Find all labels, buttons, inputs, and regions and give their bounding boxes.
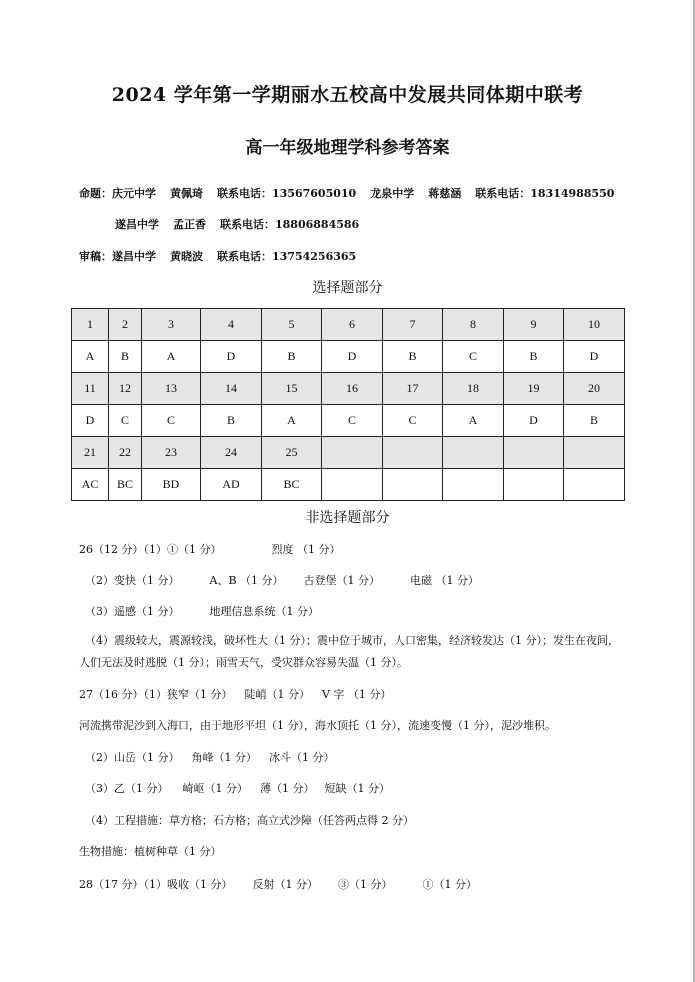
question-number-cell: 5	[262, 309, 322, 341]
question-number-cell: 25	[262, 437, 322, 469]
answer-cell: C	[322, 405, 383, 437]
credit-author3-school: 遂昌中学	[115, 218, 159, 231]
answer-cell: C	[142, 405, 201, 437]
answer-cell: D	[72, 405, 109, 437]
question-number-cell: 22	[109, 437, 142, 469]
credit-author-school: 命题：庆元中学	[79, 187, 156, 200]
q28-line-1	[79, 876, 477, 892]
answer-cell	[322, 469, 383, 501]
answer-cell: D	[564, 341, 625, 373]
question-number-cell: 17	[383, 373, 443, 405]
answer-cell: A	[262, 405, 322, 437]
q26-line-2	[85, 572, 479, 588]
nonchoice-section-heading: 非选择题部分	[305, 510, 390, 526]
question-number-cell: 12	[109, 373, 142, 405]
question-number-cell: 19	[504, 373, 564, 405]
question-number-cell: 7	[383, 309, 443, 341]
answer-cell: A	[443, 405, 504, 437]
question-number-cell	[504, 437, 564, 469]
question-number-cell: 13	[142, 373, 201, 405]
answer-cell: B	[201, 405, 262, 437]
answer-cell: D	[201, 341, 262, 373]
q27-p3-c: 薄（1 分）	[260, 782, 315, 795]
answer-row	[72, 469, 625, 501]
credit-author2-school: 龙泉中学	[370, 187, 415, 200]
question-number-cell: 2	[109, 309, 142, 341]
q26-line-4: （4）震级较大，震源较浅，破坏性大（1 分）；震中位于城市，人口密集，经济较发达（1 分）；发生在夜间，人们无法及时逃脱（1 分）；雨雪天气，受灾群众容易失温（1 分）。	[79, 634, 619, 669]
credit-author-name: 黄佩琦	[170, 187, 203, 200]
question-number-row	[72, 373, 625, 405]
credit-author-phone: 联系电话：13567605010	[217, 187, 357, 200]
q28-p1-c: ③（1 分）	[337, 878, 393, 891]
q26-p2-b: A、B （1 分）	[209, 574, 284, 587]
question-number-row	[72, 309, 625, 341]
q26-p3-a: （3）遥感（1 分）	[85, 605, 180, 618]
credit-reviewer-school: 审稿：遂昌中学	[79, 250, 156, 263]
q27-line-4: （4）工程措施：草方格；石方格；高立式沙障（任答两点得 2 分）	[85, 814, 414, 827]
q26-p2-c: 古登堡（1 分）	[303, 574, 381, 587]
question-number-cell: 10	[564, 309, 625, 341]
q26-p2-d: 电磁 （1 分）	[410, 574, 480, 587]
answer-cell	[443, 469, 504, 501]
question-number-cell	[443, 437, 504, 469]
question-number-row	[72, 437, 625, 469]
question-number-cell: 20	[564, 373, 625, 405]
q27-line-3	[85, 780, 390, 796]
answer-cell	[383, 469, 443, 501]
question-number-cell: 14	[201, 373, 262, 405]
q28-p1-a: 28（17 分）（1）吸收（1 分）	[79, 878, 233, 891]
question-number-cell: 11	[72, 373, 109, 405]
answer-cell: B	[262, 341, 322, 373]
q26-part1-answer: 26（12 分）（1）①（1 分）	[79, 543, 222, 556]
question-number-cell: 18	[443, 373, 504, 405]
answer-cell: D	[322, 341, 383, 373]
q26-line-1	[79, 541, 340, 557]
credit-author2-phone: 联系电话：18314988550	[475, 187, 615, 200]
q27-p2-b: 角峰（1 分）	[191, 751, 257, 764]
q27-line-4b: 生物措施：植树种草（1 分）	[79, 845, 222, 858]
credits-line-3	[79, 248, 370, 264]
answer-cell: A	[142, 341, 201, 373]
question-number-cell: 16	[322, 373, 383, 405]
q27-line-2	[85, 749, 335, 765]
question-number-cell: 9	[504, 309, 564, 341]
answer-cell: B	[383, 341, 443, 373]
answer-cell: D	[504, 405, 564, 437]
document-title: 2024 学年第一学期丽水五校高中发展共同体期中联考	[111, 84, 584, 106]
credit-reviewer-name: 黄晓波	[170, 250, 203, 263]
question-number-cell: 23	[142, 437, 201, 469]
answer-table	[71, 308, 625, 501]
q27-p1-c: V 字 （1 分）	[321, 688, 392, 701]
credits-line-1	[79, 185, 614, 201]
q26-part1-intensity: 烈度 （1 分）	[271, 543, 341, 556]
q27-p1-a: 27（16 分）（1）狭窄（1 分）	[79, 688, 233, 701]
q27-p3-a: （3）乙（1 分）	[85, 782, 169, 795]
question-number-cell: 6	[322, 309, 383, 341]
answer-cell: A	[72, 341, 109, 373]
answer-row	[72, 341, 625, 373]
credit-author3-name: 孟正香	[173, 218, 206, 231]
q27-line-1	[79, 686, 391, 702]
credit-reviewer-phone: 联系电话：13754256365	[217, 250, 357, 263]
document-subtitle: 高一年级地理学科参考答案	[245, 138, 450, 158]
q27-p3-d: 短缺（1 分）	[324, 782, 390, 795]
question-number-cell	[322, 437, 383, 469]
question-number-cell: 24	[201, 437, 262, 469]
answer-cell: BC	[262, 469, 322, 501]
answer-cell: BD	[142, 469, 201, 501]
answer-cell: AD	[201, 469, 262, 501]
answer-cell: B	[504, 341, 564, 373]
question-number-cell: 8	[443, 309, 504, 341]
credit-author3-phone: 联系电话：18806884586	[220, 218, 360, 231]
answer-cell	[504, 469, 564, 501]
answer-cell: C	[443, 341, 504, 373]
question-number-cell	[564, 437, 625, 469]
answer-cell: B	[564, 405, 625, 437]
question-number-cell: 1	[72, 309, 109, 341]
q26-p3-b: 地理信息系统（1 分）	[209, 605, 319, 618]
credit-author2-name: 蒋慈涵	[428, 187, 462, 200]
credits-line-2	[115, 216, 373, 232]
answer-cell: C	[383, 405, 443, 437]
q28-p1-d: ①（1 分）	[422, 878, 477, 891]
choice-section-heading: 选择题部分	[312, 280, 383, 296]
answer-row	[72, 405, 625, 437]
answer-cell: BC	[109, 469, 142, 501]
question-number-cell: 21	[72, 437, 109, 469]
question-number-cell: 15	[262, 373, 322, 405]
q27-p2-c: 冰斗（1 分）	[269, 751, 335, 764]
question-number-cell: 4	[201, 309, 262, 341]
q27-p3-b: 崎岖（1 分）	[182, 782, 248, 795]
q26-line-3	[85, 603, 319, 619]
q27-p2-a: （2）山岳（1 分）	[85, 751, 180, 764]
answer-cell: B	[109, 341, 142, 373]
q26-p2-a: （2）变快（1 分）	[85, 574, 180, 587]
question-number-cell	[383, 437, 443, 469]
answer-cell: C	[109, 405, 142, 437]
q27-line-1b: 河流携带泥沙到入海口，由于地形平坦（1 分），海水顶托（1 分），流速变慢（1 分），泥沙堆积。	[79, 719, 556, 732]
answer-cell	[564, 469, 625, 501]
answer-cell: AC	[72, 469, 109, 501]
q28-p1-b: 反射（1 分）	[252, 878, 318, 891]
question-number-cell: 3	[142, 309, 201, 341]
q27-p1-b: 陡峭（1 分）	[244, 688, 310, 701]
